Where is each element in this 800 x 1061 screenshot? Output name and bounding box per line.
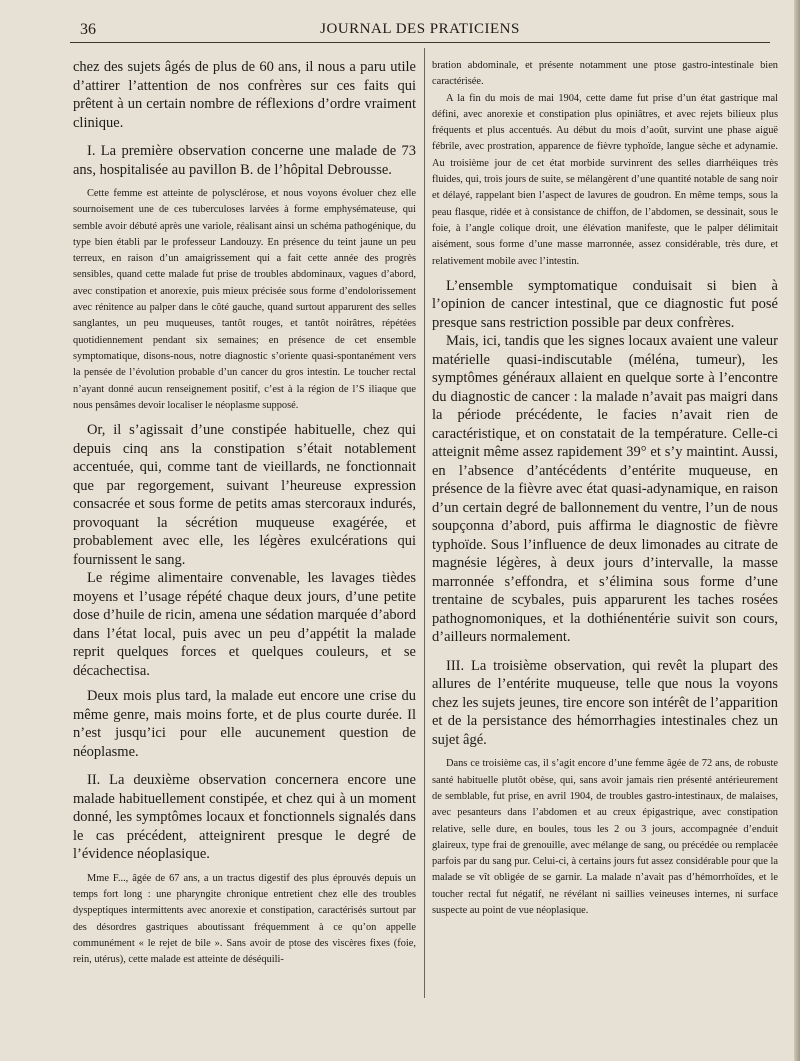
paragraph-observation-2-diagnosis: L’ensemble symptomatique conduisait si bien à l’opinion de cancer intestinal, que ce diagnostic fut posé presque sans restriction possible par deux confrères. [432, 277, 778, 331]
column-divider [424, 48, 425, 998]
paragraph-observation-1-outcome: Deux mois plus tard, la malade eut encore une crise du même genre, mais moins forte, et de plus courte durée. Il n’est jusqu’ici pour elle aucunement question de néoplasme. [73, 688, 416, 760]
paragraph-observation-1-case: Cette femme est atteinte de polysclérose, et nous voyons évoluer chez elle sournoisement une de ces tuberculoses larvées à forme emphysémateuse, qui semble avoir débuté après une variole, réalisant ainsi un schéma pathogénique, du type bien établi par le professeur Landouzy. En présence du teint jaune un peu terreux, en raison d’un amaigrissement qui a fait cette année des progrès sensibles, quand cette malade fut prise de troubles abdominaux, vagues d’abord, avec constipation et anorexie, puis mieux précisée sous forme d’endolorissement avec rénitence au palper dans le côté gauche, quand surtout apparurent des selles sanglantes, un peu muqueuses, tantôt rouges, et tantôt noirâtres, répétées quotidiennement pendant six semaines; en présence de cet ensemble symptomatique, disons-nous, notre diagnostic s’oriente quasi-spontanément vers la pensée de l’évolution probable d’un cancer du gros intestin. Le toucher rectal n’ayant donné aucun renseignement positif, c’est à la région de l’S iliaque que nous pensâmes devoir localiser le néoplasme supposé. [73, 188, 416, 411]
page-edge-shadow [794, 0, 800, 1061]
paragraph-observation-3-heading: III. La troisième observation, qui revêt la plupart des allures de l’entérite muqueuse, telle que nous la voyons chez les sujets jeunes, tire encore son intérêt de l’apparition et de la persistance des hémorrhagies intestinales chez un sujet âgé. [432, 657, 778, 748]
paragraph-observation-1-treatment: Le régime alimentaire convenable, les lavages tièdes moyens et l’usage répété chaque deux jours, d’une petite dose d’huile de ricin, amena une sédation marquée d’abord dans l’état local, puis avec un peu d’appétit la malade reprit quelques forces et quelques couleurs, et se décachectisa. [73, 570, 416, 679]
paragraph-observation-2-case: Mme F..., âgée de 67 ans, a un tractus digestif des plus éprouvés depuis un temps fort long : une pharyngite chronique entretient chez elle des troubles dyspeptiques intermittents avec anorexie et constipation, caractérisés surtout par des désordres gastriques aboutissant fréquemment à ce qu’on appelle communément « le rejet de bile ». Sans avoir de ptose des viscères fixes (foie, rein, utérus), cette malade est atteinte de déséquili- [73, 872, 416, 966]
paragraph-observation-2-discussion: Mais, ici, tandis que les signes locaux avaient une valeur matérielle quasi-indiscutable (méléna, tumeur), les symptômes généraux allaient en quelque sorte à l’encontre du diagnostic de cancer : la malade n’avait pas maigri dans la période précédente, le facies n’avait rien de caractéristique, et on constatait de la température. Celle-ci atteignit même assez rapidement 39° et s’y maintint. Aussi, en l’absence d’antécédents d’entérite muqueuse, en présence de la fièvre avec état quasi-adynamique, en raison d’un certain degré de ballonnement du ventre, l’un de nous soupçonna d’abord, puis affirma le diagnostic de fièvre typhoïde. Sous l’influence de deux limonades au citrate de magnésie légères, à deux jours d’intervalle, la masse marronnée s’effondra, et s’élimina sous forme d’une trentaine de scybales, puis apparurent les taches rosées pathognomoniques, et la dothiénentérie suivit son cours, d’ailleurs normalement. [432, 333, 778, 646]
left-column [73, 58, 416, 968]
paragraph-observation-2-history: A la fin du mois de mai 1904, cette dame fut prise d’un état gastrique mal défini, avec anorexie et constipation plus opiniâtres, et avec rejets bilieux plus fréquents et plus accentués. Au début du mois d’août, survint une phase aiguë fébrile, avec prostration, apparence de fièvre typhoïde, langue sèche et adynamie. Au troisième jour de cet état morbide survinrent des selles diarrhéiques très fluides, qui, trois jours de suite, se mélangèrent d’une quantité notable de sang noir et délayé, rappelant bien l’aspect de lavures de goudron. En même temps, sous la peau flasque, ridée et à consistance de chiffon, de l’abdomen, se dessinait, sous le foie, à l’angle colique droit, une élévation manifeste, que le palper délimitait aisément, sous forme d’une masse marronnée, assez considérable, très dure, et relativement mobile avec l’intestin. [432, 92, 778, 267]
running-header [70, 20, 770, 43]
paragraph-observation-2-case-continued: bration abdominale, et présente notamment une ptose gastro-intestinale bien caractérisée. [432, 60, 778, 88]
paragraph-observation-3-case: Dans ce troisième cas, il s’agit encore d’une femme âgée de 72 ans, de robuste santé habituelle plutôt obèse, qui, sans avoir jamais rien présenté antérieurement de semblable, fut prise, en avril 1904, de troubles gastro-intestinaux, de malaises, avec pesanteurs dans l’abdomen et au creux épigastrique, avec constipation relative, selle dure, en boules, tous les 2 ou 3 jours, accompagnée d’enduit glaireux, type frai de grenouille, avec mélange de sang, ou précédée ou remplacée parfois par du sang pur. Celui-ci, à certains jours fut assez considérable pour que la malade se vît obligée de se garnir. La malade n’avait pas d’hémorrhoïdes, et le toucher rectal fut négatif, ne révélant ni saillies veineuses internes, ni surface suspecte au point de vue néoplasique. [432, 758, 778, 917]
right-column [432, 58, 778, 919]
paragraph-observation-2-heading: II. La deuxième observation concernera encore une malade habituellement constipée, et chez qui à un moment donné, les symptômes locaux et fonctionnels signalés dans le cas précédent, atteignirent presque le degré de l’évidence néoplasique. [73, 772, 416, 863]
paragraph-observation-1-heading: I. La première observation concerne une malade de 73 ans, hospitalisée au pavillon B. de l’hôpital Debrousse. [73, 143, 416, 178]
page-number: 36 [80, 21, 96, 38]
paragraph-observation-1-discussion: Or, il s’agissait d’une constipée habituelle, chez qui depuis cinq ans la constipation s’était notablement accentuée, qui, comme tant de vieillards, ne fonctionnait que par regorgement, suivant l’heureuse expression consacrée et sous forme de petits amas stercoraux indurés, provoquant la sécrétion muqueuse exagérée, et probablement avec elle, les légères exulcérations qui fournissent le sang. [73, 422, 416, 568]
journal-title: JOURNAL DES PRATICIENS [320, 21, 520, 37]
paragraph-intro-continued: chez des sujets âgés de plus de 60 ans, il nous a paru utile d’attirer l’attention de nos confrères sur ces faits qui prêtent à un certain nombre de réflexions d’ordre vraiment clinique. [73, 59, 416, 131]
